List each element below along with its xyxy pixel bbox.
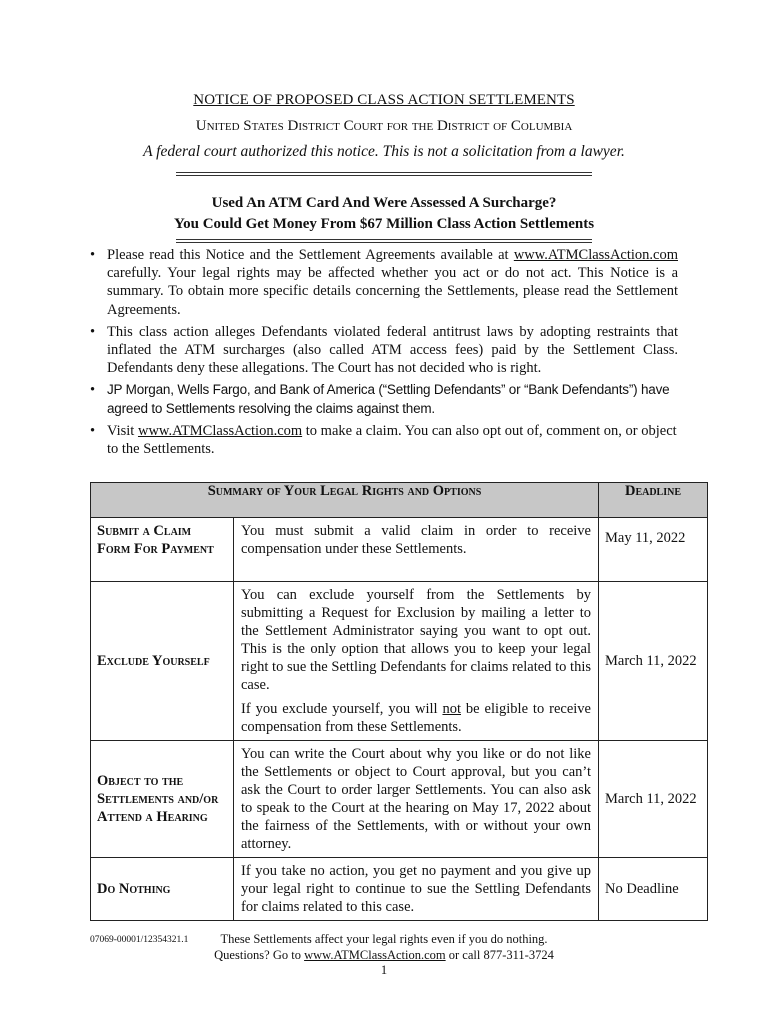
bullet-item xyxy=(90,422,678,458)
headline xyxy=(0,193,768,235)
option-deadline: No Deadline xyxy=(599,858,708,921)
description-emphasis: not xyxy=(442,701,461,717)
bullet-icon: • xyxy=(90,247,96,263)
footer-text: or call 877-311-3724 xyxy=(445,947,554,962)
bullet-item xyxy=(90,323,678,378)
summary-bullets xyxy=(90,246,678,462)
option-description: You must submit a valid claim in order to receive compensation under these Settlements. xyxy=(234,518,599,582)
option-deadline: May 11, 2022 xyxy=(599,518,708,582)
option-label: Submit a Claim Form For Payment xyxy=(91,518,234,582)
option-deadline: March 11, 2022 xyxy=(599,741,708,858)
header-deadline: Deadline xyxy=(599,483,708,518)
table-row xyxy=(91,741,708,858)
header-summary: Summary of Your Legal Rights and Options xyxy=(91,483,599,518)
headline-line-1: Used An ATM Card And Were Assessed A Surcharge? xyxy=(211,195,557,211)
description-text: be eligible to receive compensation from these Settlements. xyxy=(241,701,591,735)
bullet-icon: • xyxy=(90,323,96,340)
table-row xyxy=(91,518,708,582)
bullet-icon: • xyxy=(90,422,96,439)
bullet-icon: • xyxy=(90,382,96,399)
court-name: United States District Court for the District of Columbia xyxy=(195,118,573,134)
option-deadline: March 11, 2022 xyxy=(599,582,708,741)
bullet-text: carefully. Your legal rights may be affected whether you act or do not act. This Notice is a summary. To obtain more specific details concerning the Settlements, please read the Settlement Agreements. xyxy=(107,265,678,318)
footer-website-link[interactable]: www.ATMClassAction.com xyxy=(304,947,446,962)
rights-table xyxy=(90,482,708,921)
option-description: You can write the Court about why you like or do not like the Settlements or object to Court approval, but you can’t ask the Court to order larger Settlements. You can also ask to speak to the Court at the hearing on May 17, 2022 about the fairness of the Settlements, with or without your own attorney. xyxy=(234,741,599,858)
table-header-row xyxy=(91,483,708,518)
table-row xyxy=(91,858,708,921)
footer-contact xyxy=(0,948,768,964)
headline-line-2: You Could Get Money From $67 Million Class Action Settlements xyxy=(173,216,595,232)
bullet-text: to make a claim. You can also opt out of, comment on, or object to the Settlements. xyxy=(107,422,677,458)
option-label: Exclude Yourself xyxy=(91,582,234,741)
footer-notice: These Settlements affect your legal rights even if you do nothing. xyxy=(220,932,548,946)
option-label: Do Nothing xyxy=(91,858,234,921)
page-number: 1 xyxy=(380,963,388,977)
divider-top xyxy=(176,172,592,176)
table-row xyxy=(91,582,708,741)
website-link[interactable]: www.ATMClassAction.com xyxy=(137,422,303,439)
description-text: If you exclude yourself, you will xyxy=(241,701,443,717)
bullet-text: This class action alleges Defendants violated federal antitrust laws by adopting restraints that inflated the ATM surcharges (also called ATM access fees) paid by the Settlement Class. Defendants deny these allegations. The Court has not decided who is right. xyxy=(107,323,678,377)
bullet-text: Please read this Notice and the Settlement Agreements available at xyxy=(107,247,514,263)
page-footer xyxy=(0,932,768,979)
bullet-item xyxy=(90,381,678,417)
bullet-text: Visit xyxy=(107,422,138,439)
website-link[interactable]: www.ATMClassAction.com xyxy=(513,247,678,263)
option-description xyxy=(234,582,599,741)
description-paragraph: You can exclude yourself from the Settlements by submitting a Request for Exclusion by mailing a letter to the Settlement Administrator saying you want to opt out. This is the only option that allows you to keep your legal right to sue the Settling Defendants for claims related to this case. xyxy=(241,587,591,693)
notice-title: NOTICE OF PROPOSED CLASS ACTION SETTLEMENTS xyxy=(193,92,575,108)
footer-text: Questions? Go to xyxy=(214,947,305,962)
description-paragraph xyxy=(241,700,591,736)
divider-bottom xyxy=(176,239,592,243)
document-id: 07069-00001/12354321.1 xyxy=(90,935,189,945)
option-label: Object to the Settlements and/or Attend a Hearing xyxy=(91,741,234,858)
bullet-item xyxy=(90,246,678,319)
authorization-statement: A federal court authorized this notice. This is not a solicitation from a lawyer. xyxy=(143,143,625,160)
option-description: If you take no action, you get no payment and you give up your legal right to continue to sue the Settling Defendants for claims related to this case. xyxy=(234,858,599,921)
bullet-text: JP Morgan, Wells Fargo, and Bank of America (“Settling Defendants” or “Bank Defendants”) have agreed to Settlements resolving the claims against them. xyxy=(107,382,670,416)
